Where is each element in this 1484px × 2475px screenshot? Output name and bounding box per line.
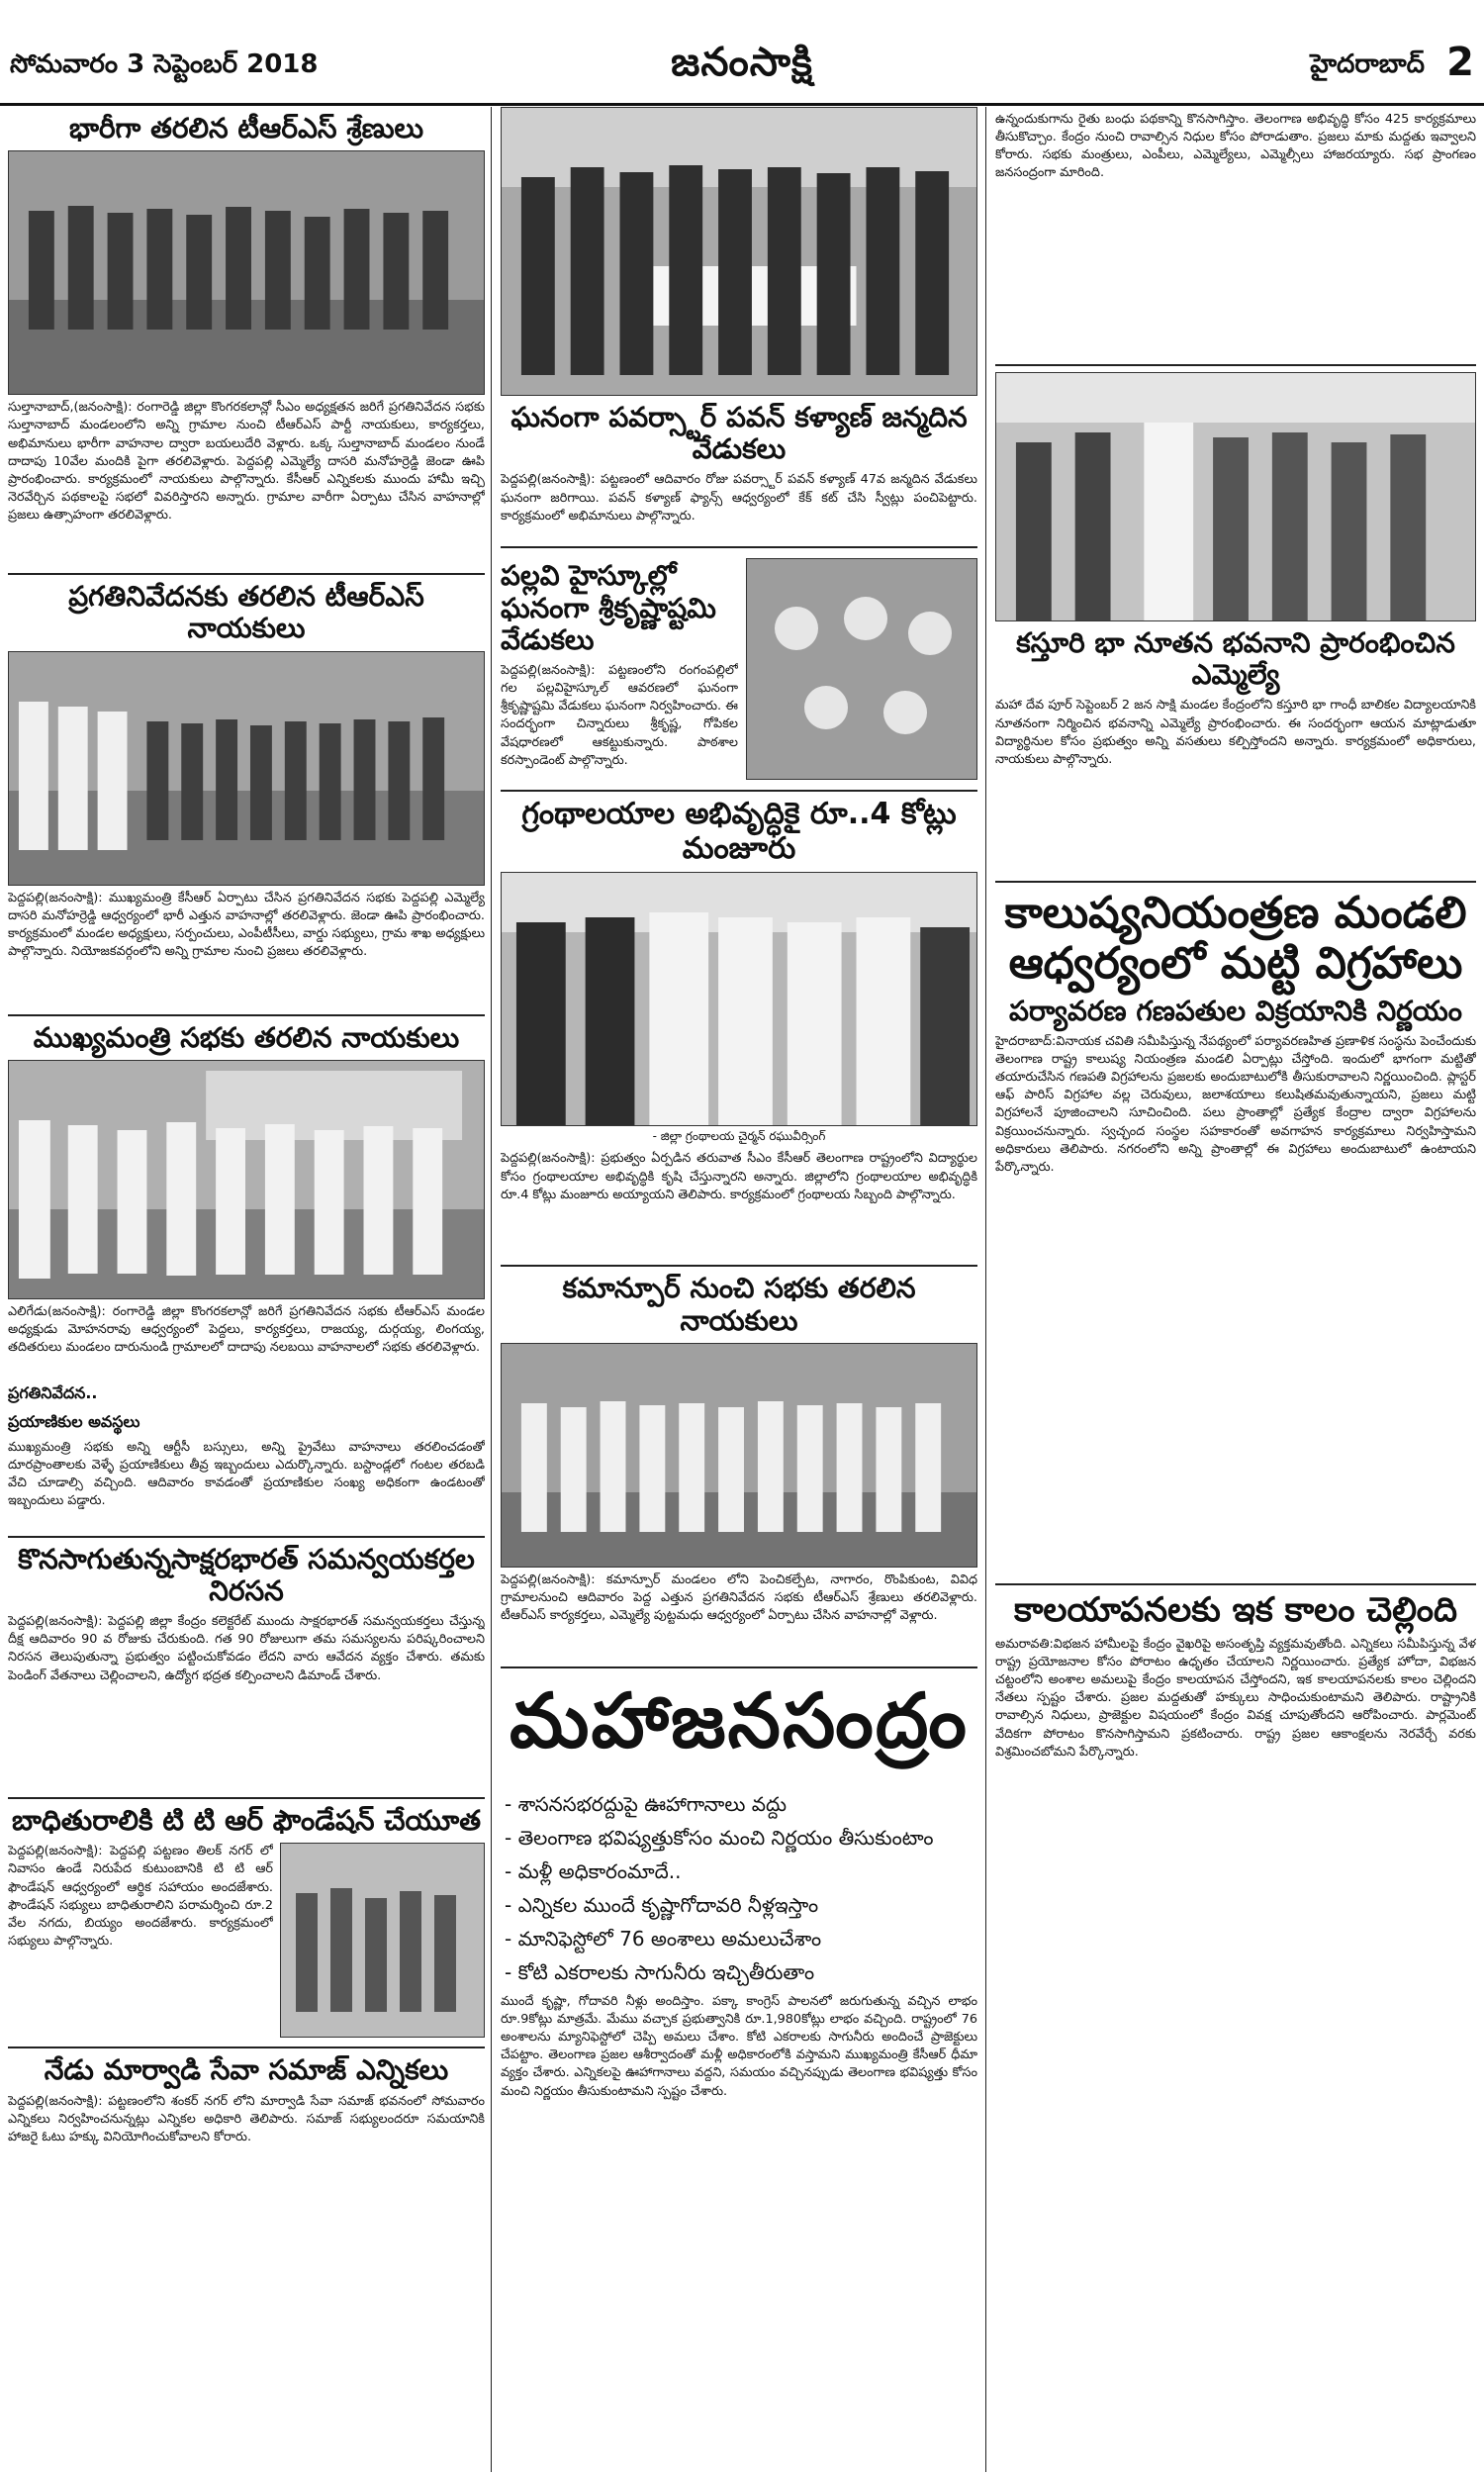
news-photo (8, 651, 485, 886)
column-left (8, 107, 485, 2472)
divider (501, 1666, 977, 1668)
article-subheading: పర్యావరణ గణపతుల విక్రయానికి నిర్ణయం (1009, 994, 1462, 1027)
divider (501, 546, 977, 548)
headline-bullet: - శాసనసభరద్దుపై ఊహాగానాలు వద్దు (505, 1791, 788, 1816)
divider (995, 364, 1476, 366)
headline-bullet: - మళ్లీ అధికారంమాదే.. (505, 1858, 682, 1883)
news-photo (746, 558, 977, 780)
article-body: పెద్దపల్లి(జనంసాక్షి): కమాన్పూర్ మండలం లోని పెంచికల్పేట, నాగారం, రొంపికుంట, వివిధ గ్రామాలనుంచి ఆదివారం పెద్ద ఎత్తున ప్రగతినివేదన సభకు టీఆర్ఎస్ శ్రేణులు తరలివెళ్లారు. టీఆర్ఎస్ కార్యకర్తలు, ఎమ్మెల్యే పుట్టమధు ఆధ్వర్యంలో ఏర్పాటు చేసిన వాహనాల్లో వెళ్లారు. (501, 1571, 977, 1624)
article-body: పెద్దపల్లి(జనంసాక్షి): పట్టణంలోని శంకర్ నగర్ లోని మార్వాడి సేవా సమాజ్ భవనంలో సోమవారం ఎన్నికలు నిర్వహించనున్నట్లు ఎన్నికల అధికారి తెలిపారు. సమాజ్ సభ్యులందరూ సమయానికి హాజరై ఓటు హక్కు వినియోగించుకోవాలని కోరారు. (8, 2093, 485, 2144)
news-photo (501, 107, 977, 396)
news-photo (995, 372, 1476, 621)
article-subheading: ప్రయాణికుల అవస్థలు (8, 1411, 140, 1431)
article-title: గ్రంథాలయాల అభివృద్ధికై రూ..4 కోట్లు మంజూరు (521, 797, 957, 866)
article-title: కాలుష్యనియంత్రణ మండలి ఆధ్వర్యంలో మట్టి విగ్రహాలు (1004, 888, 1467, 989)
article-title: ముఖ్యమంత్రి సభకు తరలిన నాయకులు (33, 1020, 460, 1054)
headline-bullet: - కోటి ఎకరాలకు సాగునీరు ఇచ్చితీరుతాం (505, 1959, 815, 1984)
divider (8, 2047, 485, 2048)
article-title: బాధితురాలికి టి టి ఆర్ ఫౌండేషన్ చేయూత (11, 1804, 482, 1838)
column-divider (985, 107, 986, 2472)
article-body: పెద్దపల్లి(జనంసాక్షి): పెద్దపల్లి పట్టణం తిలక్ నగర్ లో నివాసం ఉండే నిరుపేద కుటుంబానికి టి టి ఆర్ ఫౌండేషన్ ఆధ్వర్యంలో ఆర్థిక సహాయం అందజేశారు. ఫౌండేషన్ సభ్యులు బాధితురాలిని పరామర్శించి రూ.2 వేల నగదు, బియ్యం అందజేశారు. కార్యక్రమంలో సభ్యులు పాల్గొన్నారు. (8, 1844, 273, 1950)
column-center (501, 107, 977, 2472)
headline-bullet: - మానిఫెస్టోలో 76 అంశాలు అమలుచేశాం (505, 1926, 822, 1951)
article-left (501, 554, 738, 807)
divider (501, 1265, 977, 1267)
news-photo (8, 1060, 485, 1299)
article-body: ముఖ్యమంత్రి సభకు అన్ని ఆర్టీసీ బస్సులు, అన్ని ప్రైవేటు వాహనాలు తరలించడంతో దూరప్రాంతాలకు వెళ్ళే ప్రయాణికులు తీవ్ర ఇబ్బందులు ఎదుర్కొన్నారు. బస్టాండ్లలో గంటల తరబడి వేచి చూడాల్సి వచ్చింది. ఆదివారం కావడంతో ప్రయాణికుల సంఖ్య అధికంగా ఉండటంతో ఇబ్బందులు పడ్డారు. (8, 1439, 485, 1509)
column-right (995, 107, 1476, 2472)
article-title: పల్లవి హైస్కూల్లో ఘనంగా శ్రీకృష్ణాష్టమి వేడుకలు (501, 559, 716, 656)
headline-main: మహాజనసంద్రం (510, 1675, 969, 1764)
photo-caption: - జిల్లా గ్రంథాలయ చైర్మన్ రఘువీర్సింగ్ (652, 1129, 826, 1144)
article-subheading: ప్రగతినివేదన.. (8, 1382, 98, 1402)
article-title: కమాన్పూర్ నుంచి సభకు తరలిన నాయకులు (562, 1272, 916, 1337)
column-divider (491, 107, 492, 2472)
headline-bullet: - ఎన్నికల ముందే కృష్ణాగోదావరి నీళ్లఇస్తాం (505, 1892, 819, 1917)
article-title: కొనసాగుతున్నసాక్షరభారత్ సమన్వయకర్తల నిరసన (18, 1542, 475, 1607)
article-body: పెద్దపల్లి(జనంసాక్షి): ముఖ్యమంత్రి కేసీఆర్ ఏర్పాటు చేసిన ప్రగతినివేదన సభకు పెద్దపల్లి ఎమ్మెల్యే దాసరి మనోహర్రెడ్డి ఆధ్వర్యంలో భారీ ఎత్తున వాహనాల్లో తరలివెళ్లారు. జెండా ఊపి ప్రారంభించారు. కార్యక్రమంలో మండల అధ్యక్షులు, సర్పంచులు, ఎంపీటీసీలు, వార్డు సభ్యులు, గ్రామ శాఖ అధ్యక్షులు పాల్గొన్నారు. నియోజకవర్గంలోని అన్ని గ్రామాల నుంచి ప్రజలు తరలివెళ్లారు. (8, 890, 485, 960)
divider (8, 1797, 485, 1799)
article-body: పెద్దపల్లి(జనంసాక్షి): పెద్దపల్లి జిల్లా కేంద్రం కలెక్టరేట్ ముందు సాక్షరభారత్ సమన్వయకర్తలు చేస్తున్న దీక్ష ఆదివారం 90 వ రోజుకు చేరుకుంది. గత 90 రోజులుగా తమ సమస్యలను పరిష్కరించాలని నిరసన తెలుపుతున్నా ప్రభుత్వం పట్టించుకోవడం లేదని వారు ఆవేదన వ్యక్తం చేశారు. తమకు పెండింగ్ వేతనాలు చెల్లించాలని, ఉద్యోగ భద్రత కల్పించాలని డిమాండ్ చేశారు. (8, 1614, 485, 1683)
article-body: అమరావతి:విభజన హామీలపై కేంద్రం వైఖరిపై అసంతృప్తి వ్యక్తమవుతోంది. ఎన్నికలు సమీపిస్తున్న వేళ రాష్ట్ర ప్రయోజనాల కోసం పోరాటం ఉధృతం చేయాలని నిర్ణయించారు. ప్రత్యేక హోదా, విభజన చట్టంలోని అంశాల అమలుపై కేంద్రం కాలయాపన చేస్తోందని, ఇక కాలయాపనలకు కాలం చెల్లిందని నేతలు స్పష్టం చేశారు. ప్రజల మద్దతుతో హక్కులు సాధించుకుంటామని తెలిపారు. రాష్ట్రానికి రావాల్సిన నిధులు, ప్రాజెక్టుల విషయంలో కేంద్రం వివక్ష చూపుతోందని ఆరోపించారు. పార్లమెంట్ వేదికగా పోరాటం కొనసాగిస్తామని ప్రకటించారు. రాష్ట్ర ప్రజల ఆకాంక్షలను నెరవేర్చే వరకు విశ్రమించబోమని పేర్కొన్నారు. (995, 1636, 1476, 1760)
article-body: పెద్దపల్లి(జనంసాక్షి): ప్రభుత్వం ఏర్పడిన తరువాత సీఎం కేసీఆర్ తెలంగాణ రాష్ట్రంలోని విద్యార్థుల కోసం గ్రంథాలయాల అభివృద్ధికి కృషి చేస్తున్నారని అన్నారు. జిల్లాలోని గ్రంథాలయాల అభివృద్ధికి రూ.4 కోట్లు మంజూరు అయ్యాయని తెలిపారు. కార్యక్రమంలో గ్రంథాలయ సిబ్బంది పాల్గొన్నారు. (501, 1151, 977, 1202)
article-title: కస్తూరి భా నూతన భవనాని ప్రారంభించిన ఎమ్మెల్యే (1016, 626, 1455, 692)
divider (8, 573, 485, 575)
article-body: ఎలిగేడు(జనంసాక్షి): రంగారెడ్డి జిల్లా కొంగరకలాన్లో జరిగే ప్రగతినివేదన సభకు టీఆర్ఎస్ మండల అధ్యక్షుడు మోహనరావు ఆధ్వర్యంలో పెద్దలు, కార్యకర్తలు, రాజయ్య, దుర్గయ్య, లింగయ్య, తదితరులు మండలం దారునుండి గ్రామాలలో దాదాపు నలబయి వాహనాలలో సభకు తరలివెళ్లారు. (8, 1303, 485, 1356)
article-block (501, 554, 977, 784)
news-photo (501, 872, 977, 1126)
edition-city: హైదరాబాద్ (1310, 49, 1425, 79)
newspaper-logo: జనంసాక్షి (671, 40, 813, 85)
news-photo (501, 1343, 977, 1568)
article-body: ఉన్నందుకుగాను రైతు బంధు పథకాన్ని కొనసాగిస్తాం. తెలంగాణ అభివృద్ధి కోసం 425 కార్యక్రమాలు తీసుకొచ్చాం. కేంద్రం నుంచి రావాల్సిన నిధుల కోసం పోరాడుతాం. ప్రజలు మాకు మద్దతు ఇవ్వాలని కోరారు. సభకు మంత్రులు, ఎంపీలు, ఎమ్మెల్యేలు, ఎమ్మెల్సీలు హాజరయ్యారు. సభ ప్రాంగణం జనసంద్రంగా మారింది. (995, 112, 1476, 181)
headline-bullet: - తెలంగాణ భవిష్యత్తుకోసం మంచి నిర్ణయం తీసుకుంటాం (505, 1825, 934, 1850)
page-number: 2 (1446, 40, 1474, 85)
article-body: మహా దేవ పూర్ సెప్టెంబర్ 2 జన సాక్షి మండల కేంద్రంలోని కస్తూరి భా గాంధీ బాలికల విద్యాలయానికి నూతనంగా నిర్మించిన భవనాన్ని ఎమ్మెల్యే ప్రారంభించారు. ఈ సందర్భంగా ఆయన మాట్లాడుతూ విద్యార్థినుల కోసం ప్రభుత్వం అన్ని వసతులు కల్పిస్తోందని అన్నారు. కార్యక్రమంలో అధికారులు, నాయకులు పాల్గొన్నారు. (995, 698, 1476, 767)
article-title: ప్రగతినివేదనకు తరలిన టీఆర్ఎస్ నాయకులు (68, 580, 424, 645)
masthead (0, 0, 1484, 106)
article-body: హైదరాబాద్:వినాయక చవితి సమీపిస్తున్న నేపథ్యంలో పర్యావరణహిత ప్రణాళిక సంస్థను పెంచేందుకు తెలంగాణ రాష్ట్ర కాలుష్య నియంత్రణ మండలి ఏర్పాట్లు చేస్తోంది. ఇందులో భాగంగా మట్టితో తయారుచేసిన గణపతి విగ్రహాలను ప్రజలకు అందుబాటులోకి తీసుకురావాలని నిర్ణయించింది. ప్లాస్టర్ ఆఫ్ పారిస్ విగ్రహాల వల్ల చెరువులు, జలాశయాలు కలుషితమవుతున్నాయని, ప్రజలు మట్టి విగ్రహాలనే పూజించాలని సూచించింది. పలు ప్రాంతాల్లో ప్రత్యేక కేంద్రాల ద్వారా విగ్రహాలను విక్రయించనున్నారు. స్వచ్ఛంద సంస్థల సహకారంతో అవగాహన కార్యక్రమాలు నిర్వహిస్తామని అధికారులు తెలిపారు. నగరంలోని అన్ని ప్రాంతాల్లో ఈ విగ్రహాలు అందుబాటులో ఉంటాయని పేర్కొన్నారు. (995, 1033, 1476, 1175)
divider (8, 1536, 485, 1538)
divider (8, 1014, 485, 1016)
news-photo (8, 150, 485, 395)
article-body: ముందే కృష్ణా, గోదావరి నీళ్లు అందిస్తాం. పక్కా కాంగ్రెస్ పాలనలో జరుగుతున్న వచ్చిన లాభం రూ.9కోట్లు మాత్రమే. మేము వచ్చాక ప్రభుత్వానికి రూ.1,980కోట్లు లాభం వచ్చింది. రాష్ట్రంలో 76 అంశాలను మ్యానిఫెస్టోలో చెప్పి అమలు చేశాం. కోటి ఎకరాలకు సాగునీరు అందించే ప్రాజెక్టులు చేపట్టాం. తెలంగాణ ప్రజల ఆశీర్వాదంతో మళ్లీ అధికారంలోకి వస్తామని ముఖ్యమంత్రి కేసీఆర్ ధీమా వ్యక్తం చేశారు. ఎన్నికలపై ఊహాగానాలు వద్దని, సమయం వచ్చినప్పుడు తెలంగాణ భవిష్యత్తు కోసం మంచి నిర్ణయం తీసుకుంటామని స్పష్టం చేశారు. (501, 1993, 977, 2099)
article-title: ఘనంగా పవర్స్టార్ పవన్ కళ్యాణ్ జన్మదిన వేడుకలు (510, 401, 968, 466)
divider (995, 881, 1476, 883)
article-title: భారీగా తరలిన టీఆర్ఎస్ శ్రేణులు (68, 112, 424, 144)
news-photo (280, 1843, 485, 2038)
article-block (8, 1843, 485, 2041)
article-title: నేడు మార్వాడి సేవా సమాజ్ ఎన్నికలు (44, 2053, 449, 2087)
article-body: పెద్దపల్లి(జనంసాక్షి): పట్టణంలోని రంగంపల్లిలో గల పల్లవిహైస్కూల్ ఆవరణలో ఘనంగా శ్రీకృష్ణాష్టమి వేడుకలు ఘనంగా నిర్వహించారు. ఈ సందర్భంగా చిన్నారులు శ్రీకృష్ణ, గోపికల వేషధారణలో ఆకట్టుకున్నారు. పాఠశాల కరస్పాండెంట్ పాల్గొన్నారు. (501, 662, 738, 768)
article-title: కాలయాపనలకు ఇక కాలం చెల్లింది (1013, 1589, 1458, 1630)
divider (995, 1583, 1476, 1585)
article-body: పెద్దపల్లి(జనంసాక్షి): పట్టణంలో ఆదివారం రోజు పవర్స్టార్ పవన్ కళ్యాణ్ 47వ జన్మదిన వేడుకలు ఘనంగా జరిగాయి. పవన్ కళ్యాణ్ ఫ్యాన్స్ ఆధ్వర్యంలో కేక్ కట్ చేసి స్వీట్లు పంచిపెట్టారు. కార్యక్రమంలో అభిమానులు పాల్గొన్నారు. (501, 472, 977, 524)
issue-date: సోమవారం 3 సెప్టెంబర్ 2018 (10, 49, 319, 79)
article-body: సుల్తానాబాద్,(జనంసాక్షి): రంగారెడ్డి జిల్లా కొంగరకలాన్లో సీఎం అధ్యక్షతన జరిగే ప్రగతినివేదన సభకు సుల్తానాబాద్ మండలంలోని అన్ని గ్రామాల నుంచి టీఆర్ఎస్ పార్టీ నాయకులు, కార్యకర్తలు, అభిమానులు భారీగా వాహనాల ద్వారా బయలుదేరి వెళ్లారు. ఒక్క సుల్తానాబాద్ మండలం నుండే దాదాపు 10వేల మందికి పైగా తరలివెళ్లారు. పెద్దపల్లి ఎమ్మెల్యే దాసరి మనోహర్రెడ్డి జెండా ఊపి ప్రారంభించారు. కార్యక్రమంలో నాయకులు పాల్గొన్నారు. కేసీఆర్ ఎన్నికలకు ముందు హామీ ఇచ్చి నెరవేర్చిన పథకాలపై సభలో వివరిస్తారని అన్నారు. గ్రామాల వారీగా ఏర్పాటు చేసిన వాహనాల్లో ప్రజలు ఉత్సాహంగా తరలివెళ్లారు. (8, 400, 485, 524)
